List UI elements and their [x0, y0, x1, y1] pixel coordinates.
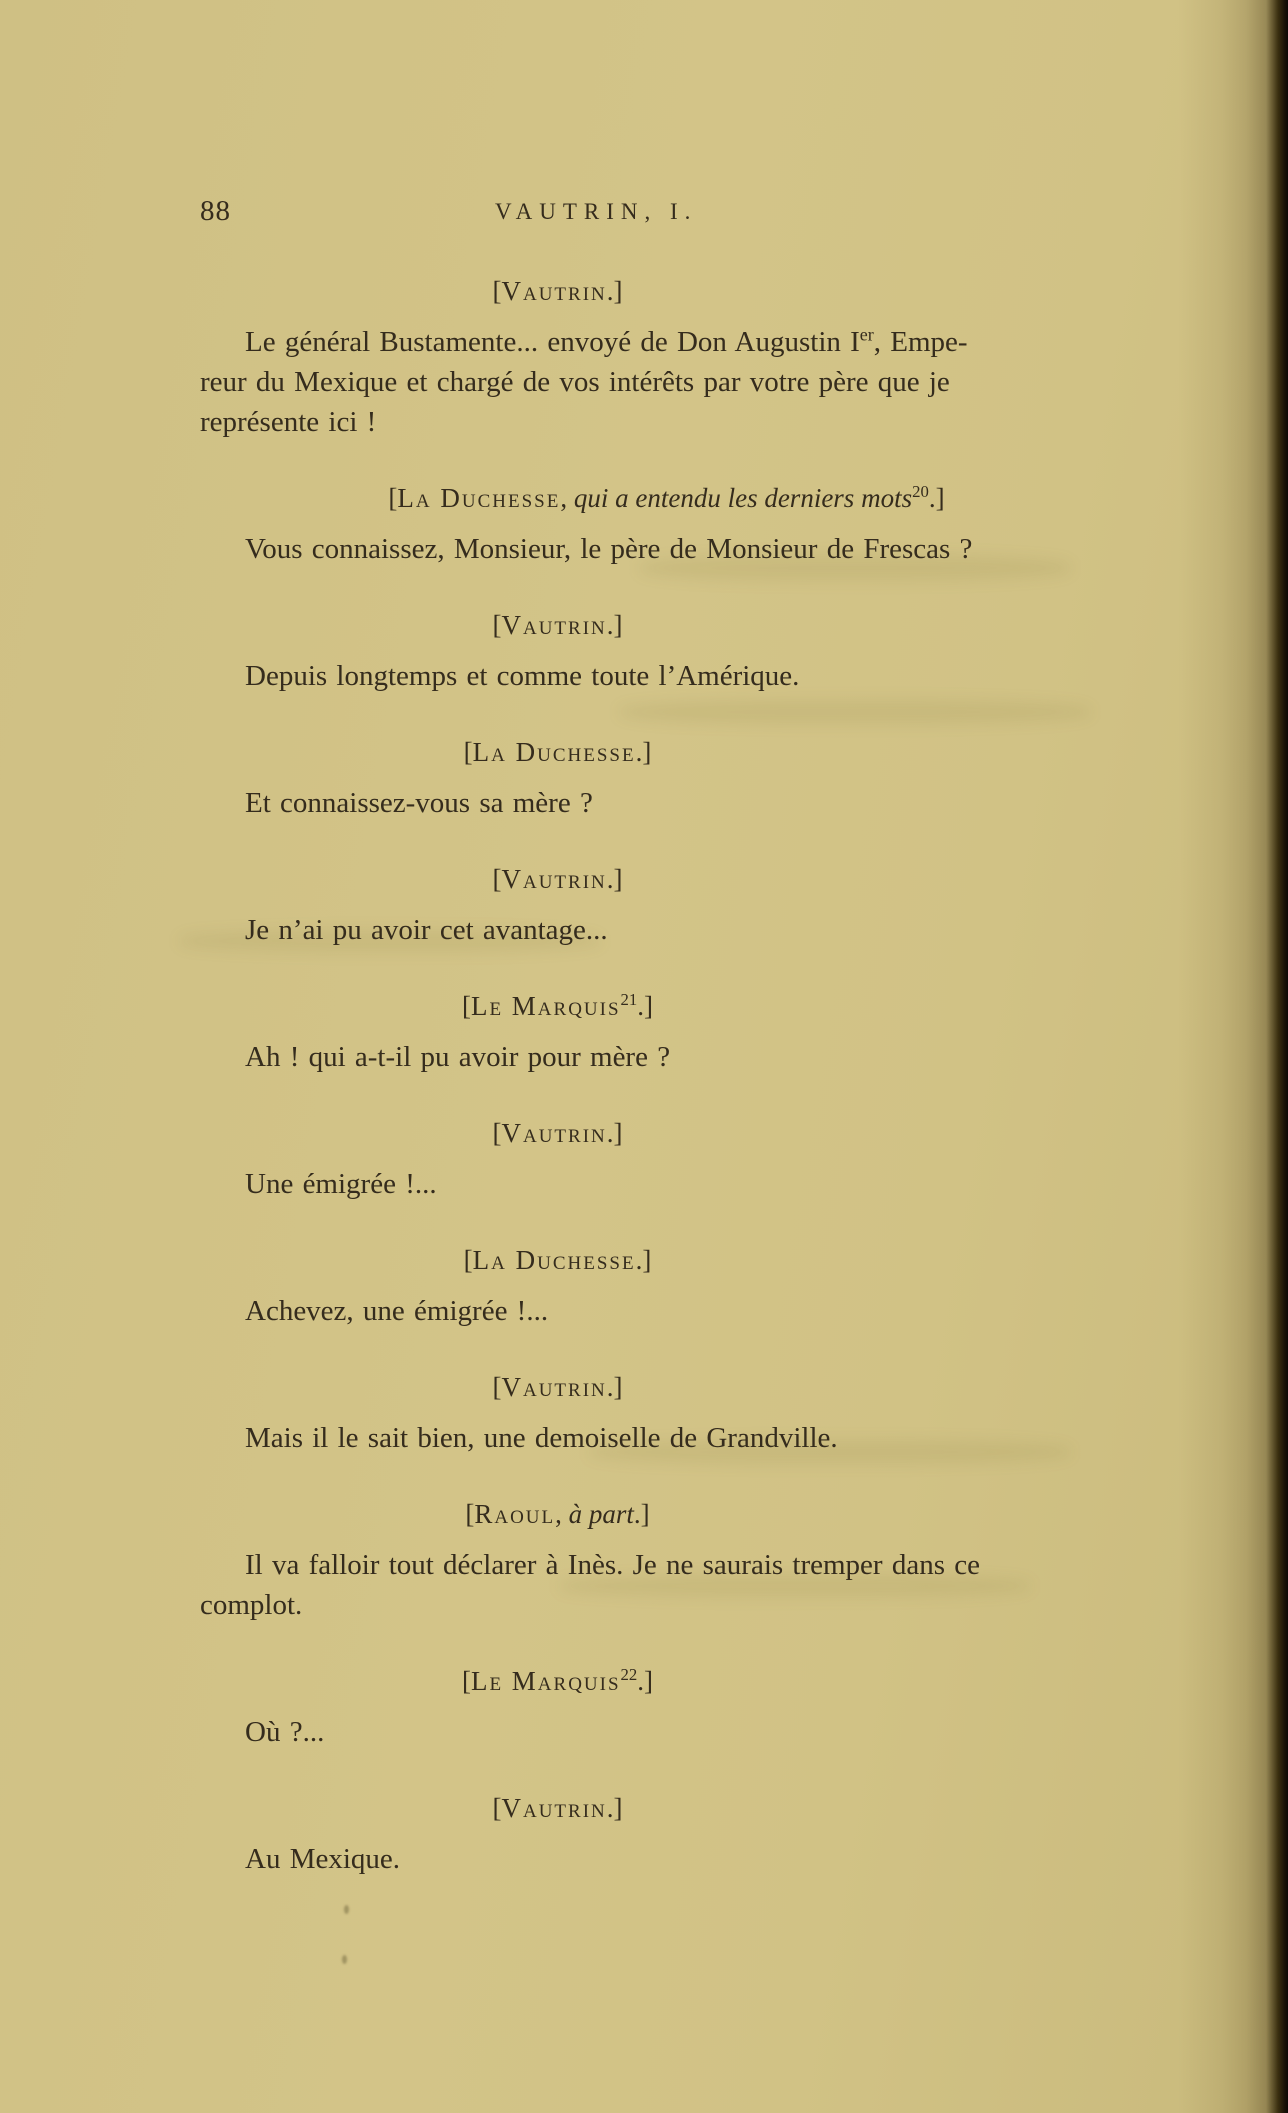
dialogue-line [200, 1585, 1125, 1625]
text-run: .] [635, 737, 652, 767]
text-run: Ah ! qui a-t-il pu avoir pour mère ? [245, 1041, 671, 1073]
dialogue-line [200, 402, 1125, 442]
scan-gutter-shadow [1178, 0, 1288, 2113]
text-run: [ [465, 1499, 475, 1529]
text-run: .] [637, 991, 654, 1021]
dialogue-line [200, 362, 1125, 402]
dialogue-line [200, 1164, 1125, 1204]
text-run-superscript: er [859, 324, 874, 345]
dialogue-line [200, 1037, 1125, 1077]
text-run: complot. [200, 1589, 303, 1621]
text-run: Au Mexique. [245, 1843, 401, 1875]
text-run: [ [492, 610, 502, 640]
speaker-heading [95, 732, 1020, 772]
dialogue-line [200, 1839, 1125, 1879]
text-run: Je n’ai pu avoir cet avantage... [245, 914, 608, 946]
text-run: .] [633, 1499, 650, 1529]
text-run-smallcaps: Le Marquis [470, 991, 621, 1021]
text-run: [ [492, 864, 502, 894]
text-run: [ [461, 1666, 471, 1696]
speaker-heading [95, 1240, 1020, 1280]
dialogue-line [200, 529, 1125, 569]
text-run: .] [606, 864, 623, 894]
text-run: .] [606, 610, 623, 640]
text-run-smallcaps: La Duchesse [472, 737, 636, 767]
text-run: [ [463, 737, 473, 767]
dialogue-line [200, 1712, 1125, 1752]
text-run: [ [492, 1372, 502, 1402]
dialogue-line [200, 1291, 1125, 1331]
text-run: [ [492, 1793, 502, 1823]
text-run: Une émigrée !... [245, 1168, 437, 1200]
speaker-heading [95, 1494, 1020, 1534]
speaker-heading [95, 1367, 1020, 1407]
text-run: Vous connaissez, Monsieur, le père de Monsieur de Frescas ? [245, 533, 973, 565]
dialogue-line [200, 322, 1125, 362]
speaker-heading [95, 605, 1020, 645]
speaker-heading [95, 986, 1020, 1026]
text-run: .] [606, 276, 623, 306]
dialogue-line [200, 1545, 1125, 1585]
text-run: .] [606, 1793, 623, 1823]
text-run: reur du Mexique et chargé de vos intérêts par votre père que je [200, 366, 950, 398]
text-run-italic: à part [568, 1499, 634, 1529]
text-run-smallcaps: Vautrin [501, 276, 607, 306]
text-run-superscript: 21 [620, 990, 638, 1009]
text-run: Mais il le sait bien, une demoiselle de Grandville. [245, 1422, 838, 1454]
text-run: Où ?... [245, 1716, 325, 1748]
text-run: représente ici ! [200, 406, 377, 438]
text-run-smallcaps: La Duchesse [472, 1245, 636, 1275]
text-run: .] [606, 1118, 623, 1148]
speaker-heading [204, 478, 1129, 518]
text-run: .] [928, 483, 945, 513]
text-run: [ [461, 991, 471, 1021]
text-run: .] [637, 1666, 654, 1696]
text-run: Achevez, une émigrée !... [245, 1295, 549, 1327]
speaker-heading [95, 1113, 1020, 1153]
paper-speck [342, 1955, 347, 1964]
text-run-superscript: 20 [912, 482, 929, 501]
text-run: Depuis longtemps et comme toute l’Amérique. [245, 660, 800, 692]
paper-speck [344, 1905, 349, 1914]
dialogue-line [200, 656, 1125, 696]
dialogue-line [200, 783, 1125, 823]
dialogue-line [200, 1418, 1125, 1458]
text-run-smallcaps: Vautrin [501, 1793, 607, 1823]
dialogue-blocks [200, 271, 1125, 1879]
page-number: 88 [200, 195, 231, 227]
text-run: , Empe- [873, 326, 968, 358]
text-run-smallcaps: Le Marquis [470, 1666, 621, 1696]
page-header [200, 193, 1125, 235]
text-run: .] [635, 1245, 652, 1275]
text-run: Le général Bustamente... envoyé de Don Augustin I [245, 326, 860, 358]
text-run: [ [492, 276, 502, 306]
text-run: , [560, 483, 574, 513]
text-run: .] [606, 1372, 623, 1402]
text-run-smallcaps: Vautrin [501, 864, 607, 894]
text-run: , [555, 1499, 569, 1529]
text-run: Et connaissez-vous sa mère ? [245, 787, 593, 819]
speaker-heading [95, 859, 1020, 899]
text-run-smallcaps: La Duchesse [397, 483, 561, 513]
text-run-smallcaps: Vautrin [501, 1118, 607, 1148]
dialogue-line [200, 910, 1125, 950]
speaker-heading [95, 271, 1020, 311]
speaker-heading [95, 1661, 1020, 1701]
text-run-smallcaps: Vautrin [501, 1372, 607, 1402]
running-title: VAUTRIN, I. [495, 199, 698, 224]
text-run: [ [492, 1118, 502, 1148]
text-run-superscript: 22 [620, 1665, 638, 1684]
text-run-smallcaps: Raoul [474, 1499, 556, 1529]
text-run: Il va falloir tout déclarer à Inès. Je ne saurais tremper dans ce [245, 1549, 980, 1581]
text-run-smallcaps: Vautrin [501, 610, 607, 640]
speaker-heading [95, 1788, 1020, 1828]
text-run: [ [388, 483, 398, 513]
text-run-italic: qui a entendu les derniers mots [573, 483, 913, 513]
text-block [200, 193, 1125, 1879]
text-run: [ [463, 1245, 473, 1275]
